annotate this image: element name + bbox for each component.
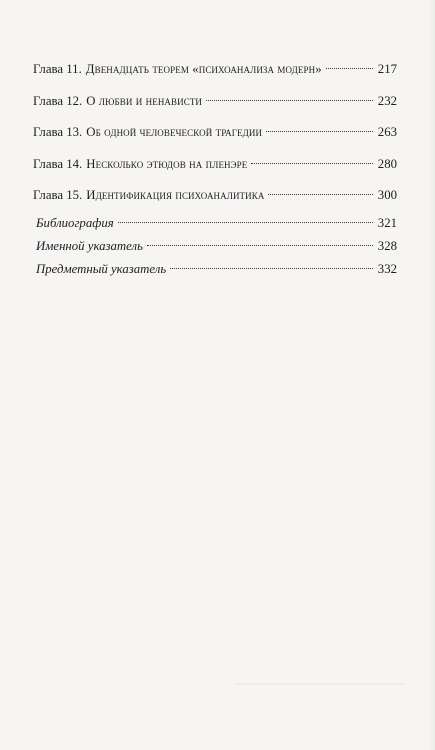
toc-entry-chapter-13	[33, 117, 397, 149]
toc-entry-chapter-12	[33, 86, 397, 118]
dot-leader	[266, 131, 373, 132]
dot-leader	[147, 245, 373, 246]
toc-entry-subject-index	[33, 258, 397, 281]
chapter-title: О любви и ненависти	[86, 93, 203, 108]
dot-leader	[268, 194, 372, 195]
dot-leader	[118, 222, 373, 223]
chapter-number: Глава 13.	[33, 125, 83, 139]
dot-leader	[251, 163, 372, 164]
dot-leader	[206, 100, 373, 101]
page-number: 263	[377, 125, 397, 139]
toc-entry-chapter-15	[33, 180, 397, 212]
chapter-number: Глава 15.	[33, 188, 83, 202]
chapter-title: Об одной человеческой трагедии	[86, 125, 263, 139]
chapter-title: Двенадцать теорем «психоанализа модерн»	[85, 62, 322, 76]
toc-entry-bibliography	[33, 212, 397, 235]
section-title: Именной указатель	[36, 238, 143, 253]
page-number: 232	[377, 93, 397, 108]
scan-shadow	[429, 0, 435, 750]
page-number: 321	[377, 215, 397, 230]
toc-entry-chapter-11	[33, 54, 397, 86]
dot-leader	[326, 68, 373, 69]
page-number: 300	[377, 188, 397, 202]
dot-leader	[170, 268, 373, 269]
chapter-title: Несколько этюдов на пленэре	[86, 156, 248, 171]
section-title: Библиография	[36, 215, 114, 230]
chapter-number: Глава 11.	[33, 62, 82, 76]
chapter-number: Глава 14.	[33, 156, 83, 171]
table-of-contents	[33, 54, 397, 281]
page-number: 280	[377, 156, 397, 171]
page-number: 332	[377, 261, 397, 276]
page-number: 217	[377, 62, 397, 76]
toc-entry-chapter-14	[33, 149, 397, 181]
chapter-title: Идентификация психоаналитика	[86, 188, 265, 202]
chapter-number: Глава 12.	[33, 93, 83, 108]
scan-smudge	[235, 683, 405, 685]
section-title: Предметный указатель	[36, 261, 167, 276]
page-number: 328	[377, 238, 397, 253]
toc-entry-name-index	[33, 235, 397, 258]
